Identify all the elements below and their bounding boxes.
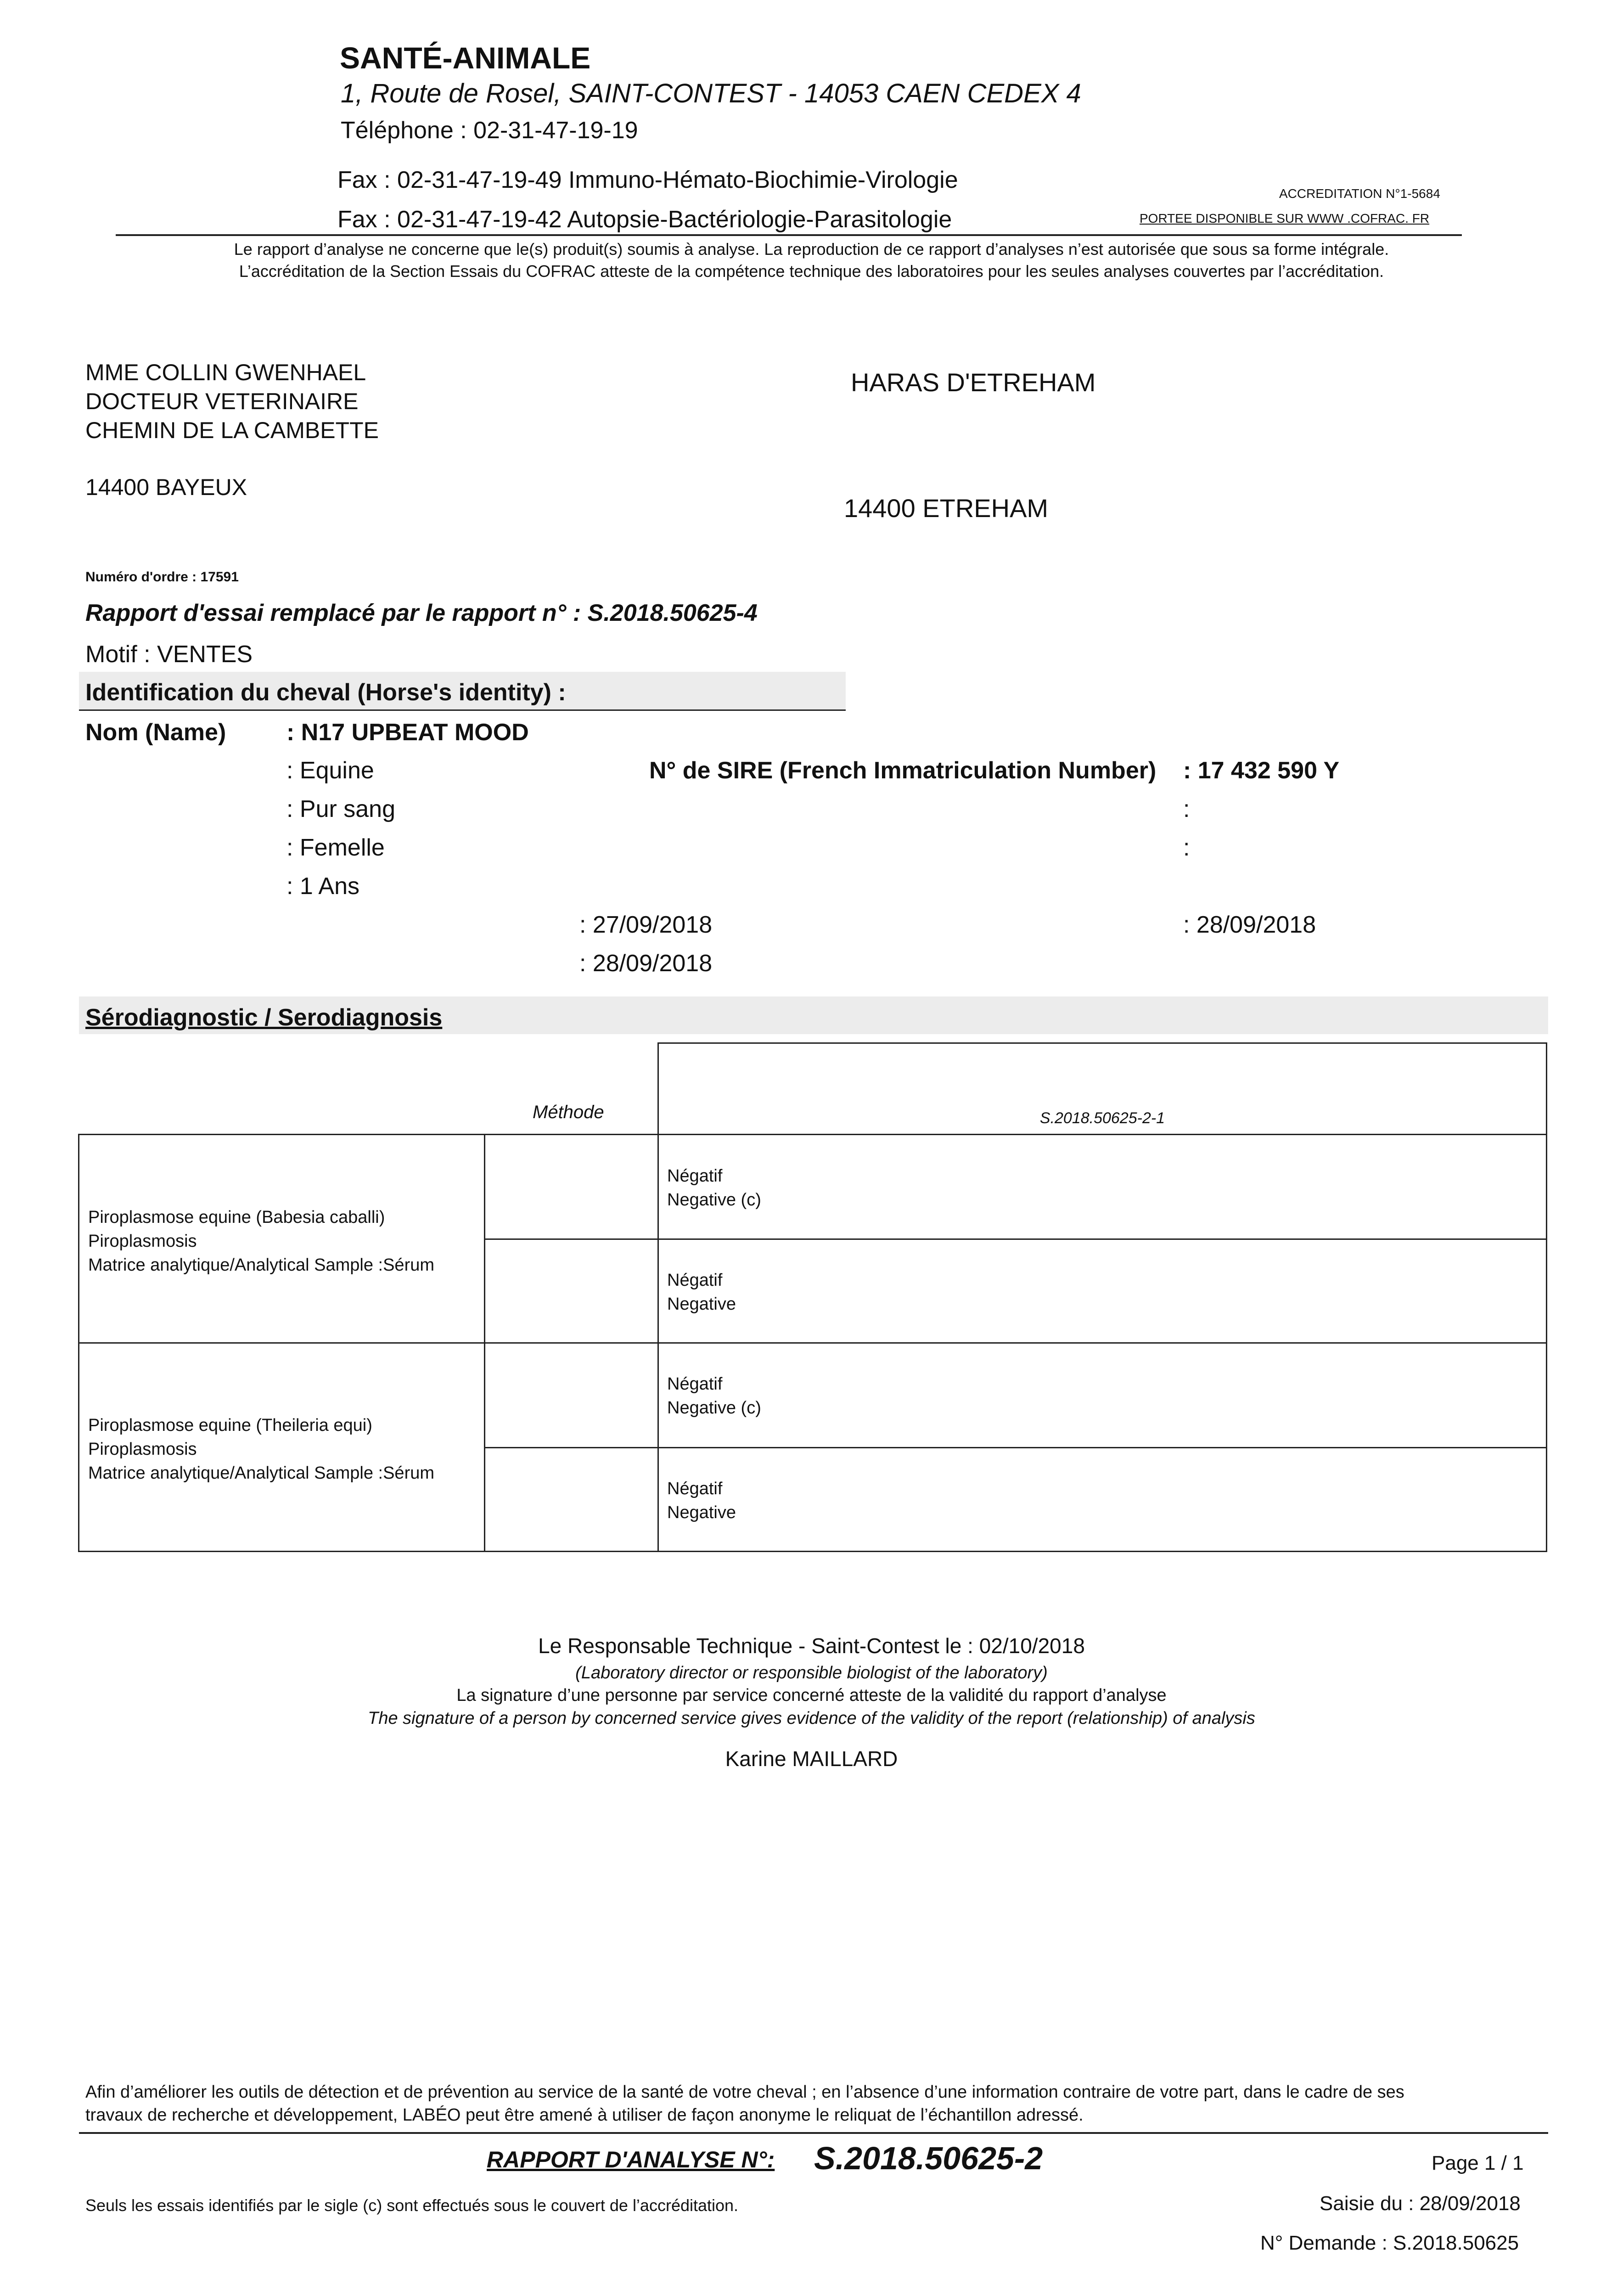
breed-right: :	[1183, 796, 1190, 822]
result-fr: Négatif	[667, 1374, 723, 1394]
disclaimer-line1: Le rapport d’analyse ne concerne que le(s) produit(s) soumis à analyse. La reproduction de ce rapport d’analyses n’est autorisée que sous sa forme intégrale.	[234, 240, 1389, 259]
test-name-line3: Matrice analytique/Analytical Sample :Sérum	[88, 1463, 435, 1483]
demande-number: N° Demande : S.2018.50625	[1260, 2232, 1519, 2254]
accredited-note: Seuls les essais identifiés par le sigle (c) sont effectués sous le couvert de l’accréditation.	[85, 2196, 739, 2215]
recipient-city: 14400 BAYEUX	[85, 474, 247, 500]
methode-header: Méthode	[533, 1102, 604, 1122]
test-name-line3: Matrice analytique/Analytical Sample :Sérum	[88, 1255, 435, 1275]
owner-name: HARAS D'ETREHAM	[851, 368, 1096, 397]
test-name-line1: Piroplasmose equine (Babesia caballi)	[88, 1208, 385, 1227]
saisie-date: Saisie du : 28/09/2018	[1320, 2192, 1521, 2215]
owner-city: 14400 ETREHAM	[844, 494, 1049, 523]
method-cell	[484, 1238, 659, 1344]
report-number: S.2018.50625-2	[814, 2140, 1043, 2176]
test-name-line1: Piroplasmose equine (Theileria equi)	[88, 1416, 372, 1435]
fax-immuno: Fax : 02-31-47-19-49 Immuno-Hémato-Biochimie-Virologie	[337, 167, 958, 193]
org-phone: Téléphone : 02-31-47-19-19	[341, 117, 638, 144]
result-fr: Négatif	[667, 1166, 723, 1186]
test-name	[88, 1205, 434, 1277]
test-name-line2: Piroplasmosis	[88, 1440, 197, 1459]
breed: : Pur sang	[286, 796, 396, 822]
recipient-name: MME COLLIN GWENHAEL	[85, 360, 366, 385]
date-2: : 28/09/2018	[579, 950, 713, 977]
result-cell	[657, 1238, 1547, 1344]
sire-value: : 17 432 590 Y	[1183, 757, 1340, 784]
sire-label: N° de SIRE (French Immatriculation Number)	[649, 757, 1157, 784]
signature-line3: La signature d’une personne par service concerné atteste de la validité du rapport d’analyse	[456, 1686, 1167, 1705]
result-cell	[657, 1342, 1547, 1448]
identity-title: Identification du cheval (Horse's identity) :	[85, 679, 566, 706]
sero-title: Sérodiagnostic / Serodiagnosis	[85, 1004, 443, 1031]
signature-line1: Le Responsable Technique - Saint-Contest le : 02/10/2018	[538, 1634, 1085, 1658]
test-name-line2: Piroplasmosis	[88, 1232, 197, 1251]
accreditation-number: ACCREDITATION N°1-5684	[1279, 186, 1440, 201]
motif: Motif : VENTES	[85, 641, 253, 668]
date-1-right: : 28/09/2018	[1183, 912, 1316, 938]
age: : 1 Ans	[286, 873, 359, 900]
result-fr: Négatif	[667, 1479, 723, 1498]
method-cell	[484, 1447, 659, 1552]
result-cell	[657, 1447, 1547, 1552]
signatory-name: Karine MAILLARD	[725, 1747, 898, 1771]
sex: : Femelle	[286, 834, 385, 861]
result-text	[667, 1164, 761, 1212]
org-address: 1, Route de Rosel, SAINT-CONTEST - 14053 CAEN CEDEX 4	[341, 79, 1081, 108]
horse-name: : N17 UPBEAT MOOD	[286, 719, 529, 746]
result-en: Negative (c)	[667, 1398, 761, 1418]
sample-id-header: S.2018.50625-2-1	[1039, 1109, 1165, 1127]
result-en: Negative (c)	[667, 1190, 761, 1210]
result-cell	[657, 1134, 1547, 1240]
footer-divider	[79, 2132, 1548, 2134]
result-en: Negative	[667, 1503, 736, 1522]
name-label: Nom (Name)	[85, 719, 226, 746]
test-name	[88, 1413, 434, 1485]
page-number: Page 1 / 1	[1432, 2152, 1524, 2174]
header-divider	[116, 234, 1462, 236]
order-number: Numéro d'ordre : 17591	[85, 569, 239, 585]
date-1: : 27/09/2018	[579, 912, 713, 938]
result-en: Negative	[667, 1294, 736, 1314]
result-text	[667, 1477, 736, 1525]
signature-line4: The signature of a person by concerned service gives evidence of the validity of the report (relationship) of analysis	[368, 1709, 1255, 1728]
result-fr: Négatif	[667, 1271, 723, 1290]
disclaimer-line2: L’accréditation de la Section Essais du COFRAC atteste de la compétence technique des laboratoires pour les seules analyses couvertes par l’accréditation.	[239, 262, 1384, 281]
method-cell	[484, 1134, 659, 1240]
report-label: RAPPORT D'ANALYSE N°:	[487, 2147, 775, 2172]
org-name: SANTÉ-ANIMALE	[340, 41, 591, 75]
cofrac-link[interactable]: PORTEE DISPONIBLE SUR WWW .COFRAC. FR	[1140, 211, 1430, 225]
result-text	[667, 1268, 736, 1316]
recipient-title: DOCTEUR VETERINAIRE	[85, 388, 359, 414]
fax-autopsie: Fax : 02-31-47-19-42 Autopsie-Bactériologie-Parasitologie	[337, 206, 952, 233]
footer-note-line1: Afin d’améliorer les outils de détection et de prévention au service de la santé de votre cheval ; en l’absence d’une information contraire de votre part, dans le cadre de ses	[85, 2082, 1404, 2102]
replaced-report: Rapport d'essai remplacé par le rapport n° : S.2018.50625-4	[85, 600, 758, 626]
footer-note-line2: travaux de recherche et développement, LABÉO peut être amené à utiliser de façon anonyme le reliquat de l’échantillon adressé.	[85, 2105, 1084, 2125]
identity-underline	[79, 709, 846, 711]
recipient-street: CHEMIN DE LA CAMBETTE	[85, 417, 379, 443]
method-cell	[484, 1342, 659, 1448]
signature-line2: (Laboratory director or responsible biologist of the laboratory)	[575, 1663, 1048, 1683]
species: : Equine	[286, 757, 374, 784]
sex-right: :	[1183, 834, 1190, 861]
result-text	[667, 1372, 761, 1420]
